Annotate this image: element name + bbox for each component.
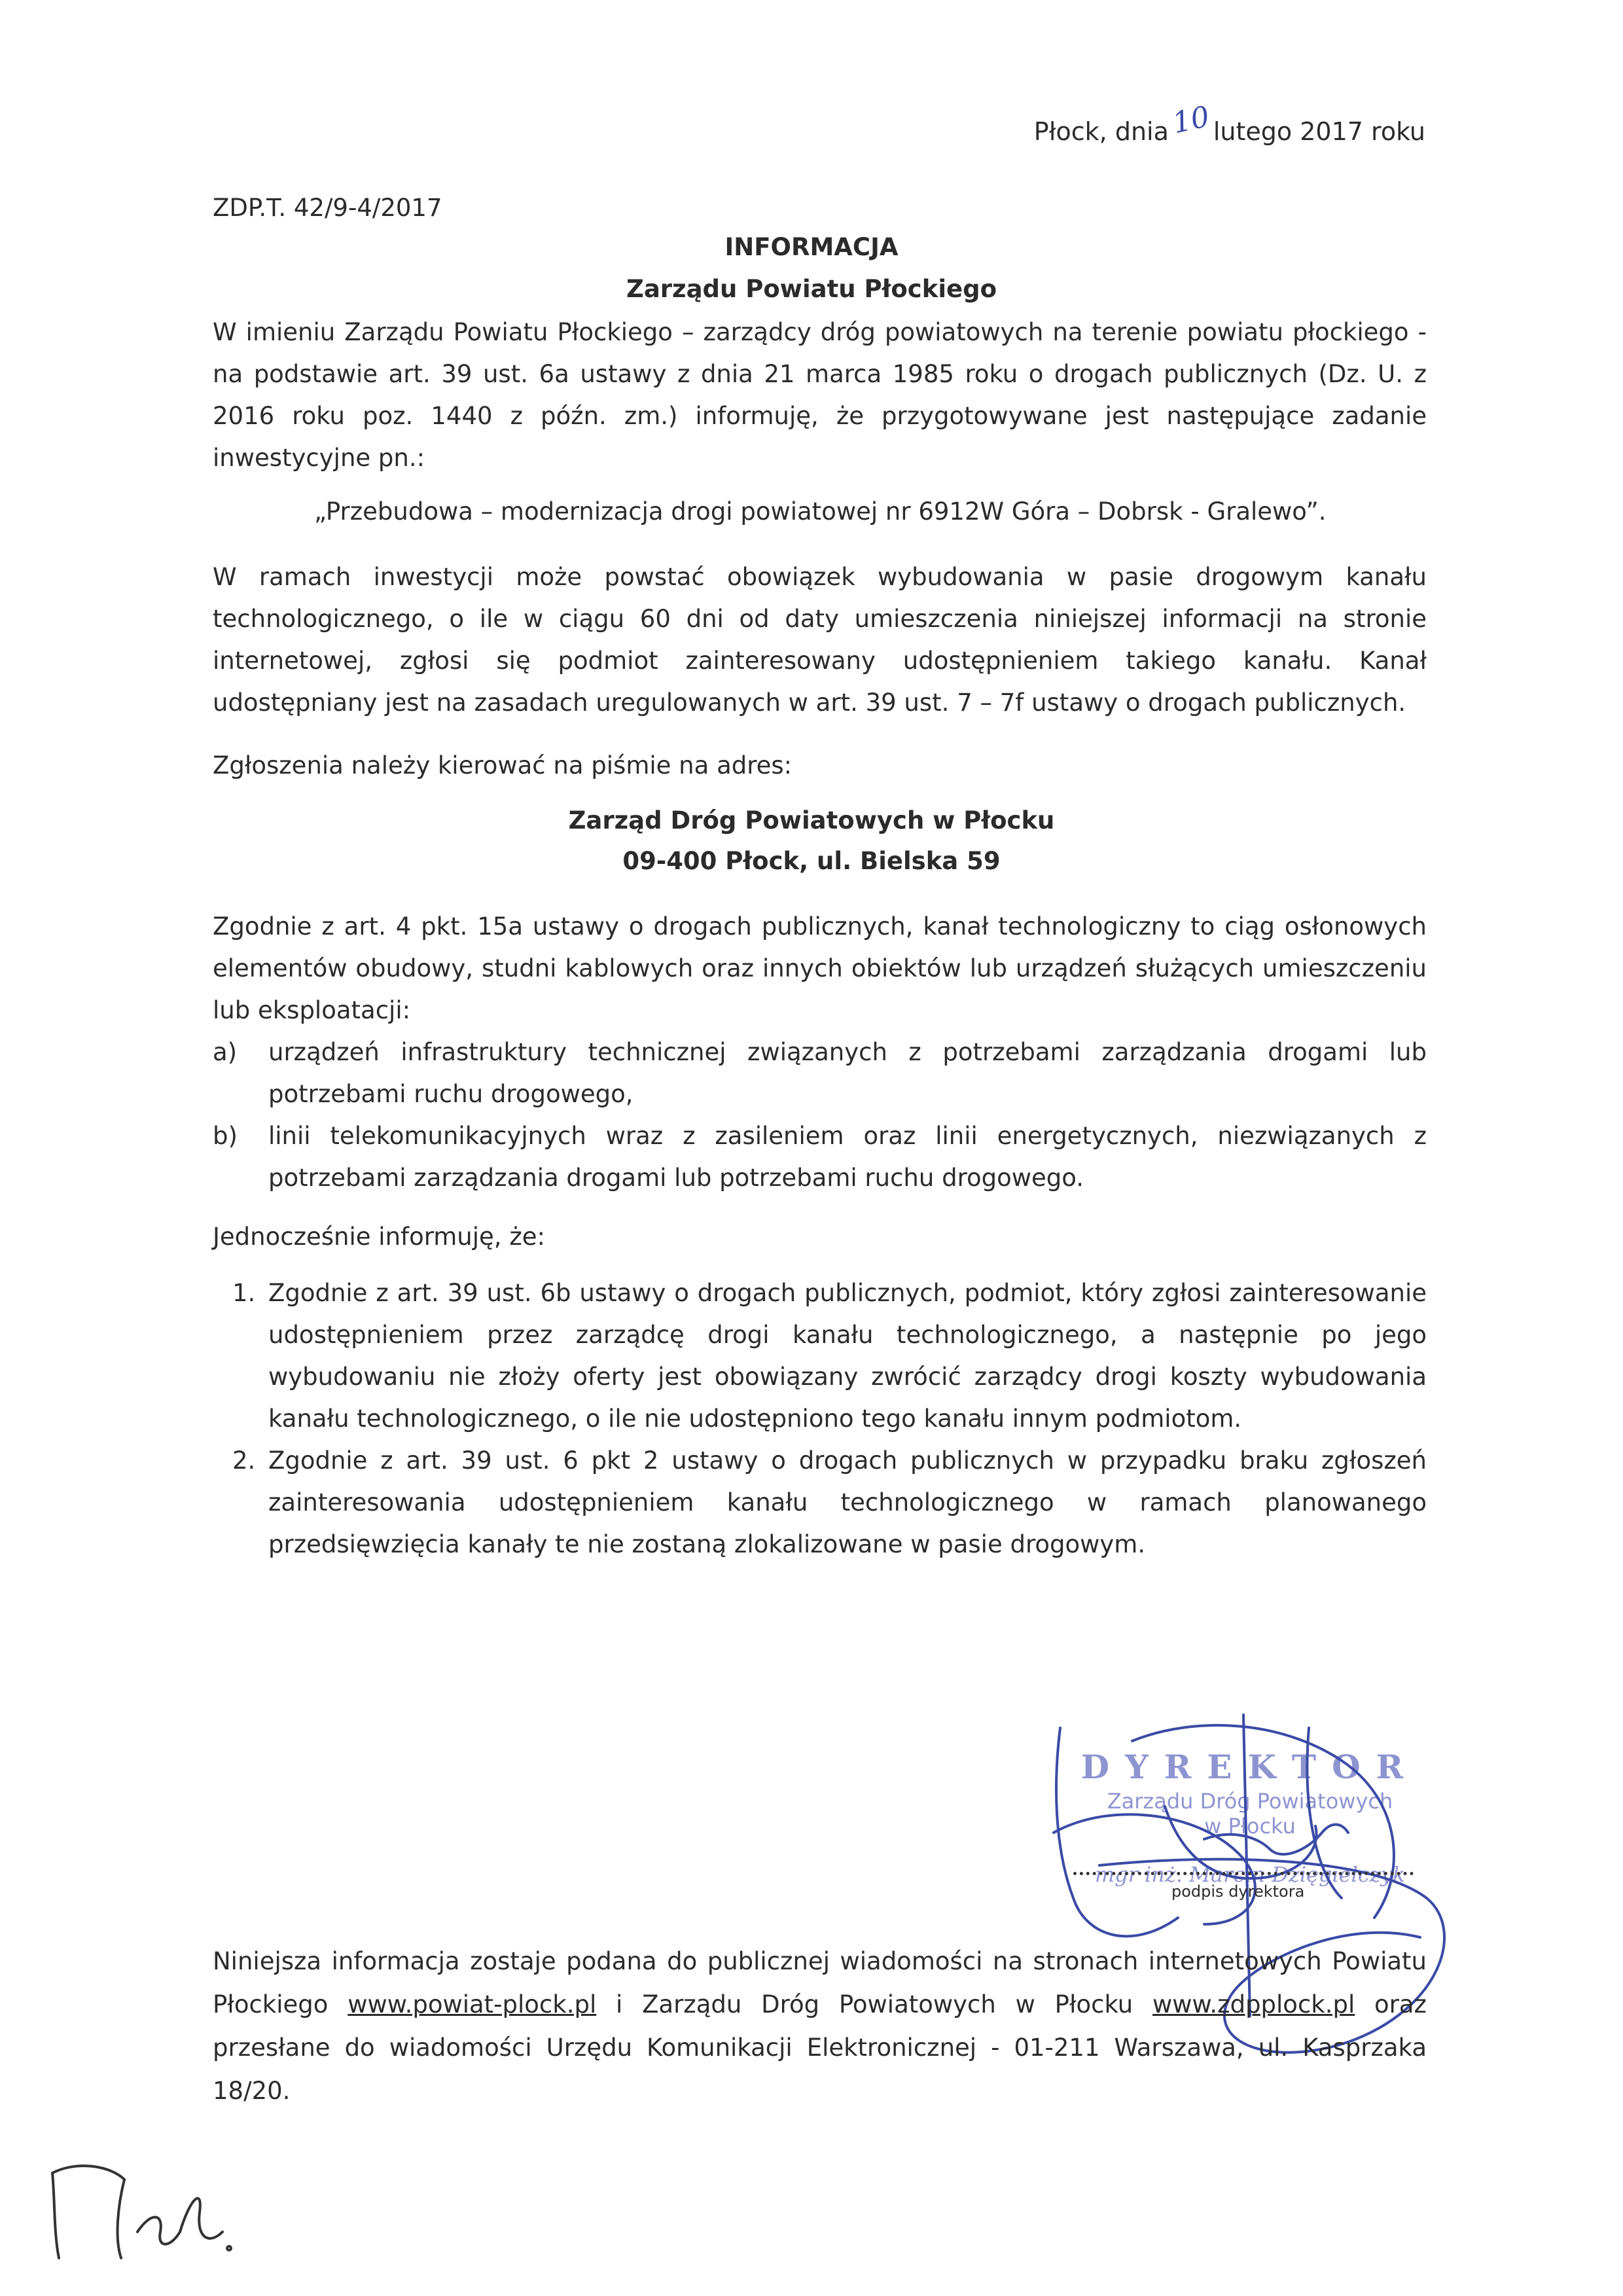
address-name: Zarząd Dróg Powiatowych w Płocku	[568, 806, 1055, 834]
stamp-name: mgr inż. Marcin Dzięgielczyk	[1094, 1862, 1406, 1887]
date-prefix: Płock, dnia	[1033, 117, 1169, 146]
definition-paragraph: Zgodnie z art. 4 pkt. 15a ustawy o drogach publicznych, kanał technologiczny to ciąg osłonowych elementów obudowy, studni kablowych oraz innych obiektów lub urządzeń służących umieszczeniu lub eksploatacji:	[213, 912, 1427, 1024]
investment-paragraph: W ramach inwestycji może powstać obowiązek wybudowania w pasie drogowym kanału technologicznego, o ile w ciągu 60 dni od daty umieszczenia niniejszej informacji na stronie internetowej, zgłosi się podmiot zainteresowany udostępnieniem takiego kanału. Kanał udostępniany jest na zasadach uregulowanych w art. 39 ust. 7 – 7f ustawy o drogach publicznych.	[213, 563, 1427, 717]
footer-text-1: Niniejsza informacja zostaje podana do publicznej wiadomości na stronach internetowych Powiatu Płockiego	[213, 1947, 1427, 2018]
list-item	[213, 1440, 1427, 1566]
publication-notice	[213, 1940, 1427, 2113]
handwritten-initials	[39, 2134, 236, 2265]
list-item-text: linii telekomunikacyjnych wraz z zasileniem oraz linii energetycznych, niezwiązanych z potrzebami zarządzania drogami lub potrzebami ruchu drogowego.	[268, 1122, 1427, 1192]
list-item	[213, 1115, 1427, 1199]
signature-caption: podpis dyrektora	[1171, 1882, 1305, 1901]
intro-paragraph: W imieniu Zarządu Powiatu Płockiego – zarządcy dróg powiatowych na terenie powiatu płockiego - na podstawie art. 39 ust. 6a ustawy z dnia 21 marca 1985 roku o drogach publicznych (Dz. U. z 2016 roku poz. 1440 z późn. zm.) informuję, że przygotowywane jest następujące zadanie inwestycyjne pn.:	[213, 318, 1427, 472]
submission-paragraph: Zgłoszenia należy kierować na piśmie na adres:	[213, 751, 793, 780]
handwritten-day: 10	[1169, 99, 1213, 141]
list-item-text: urządzeń infrastruktury technicznej związanych z potrzebami zarządzania drogami lub potrzebami ruchu drogowego,	[268, 1038, 1427, 1108]
list-item-text: Zgodnie z art. 39 ust. 6b ustawy o drogach publicznych, podmiot, który zgłosi zainteresowanie udostępnieniem przez zarządcę drogi kanału technologicznego, a następnie po jego wybudowaniu nie złoży oferty jest obowiązany zwrócić zarządcy drogi koszty wybudowania kanału technologicznego, o ile nie udostępniono tego kanału innym podmiotom.	[268, 1279, 1427, 1433]
zdp-link[interactable]: www.zdpplock.pl	[1152, 1990, 1355, 2018]
date-line	[1033, 99, 1425, 147]
list-marker: 2.	[232, 1446, 256, 1475]
alpha-list	[213, 1031, 1427, 1199]
list-marker: b)	[213, 1122, 238, 1150]
project-name: „Przebudowa – modernizacja drogi powiatowej nr 6912W Góra – Dobrsk - Gralewo”.	[314, 497, 1327, 526]
stamp-title: DYREKTOR	[1080, 1748, 1419, 1786]
list-item	[213, 1031, 1427, 1115]
notice-paragraph: Jednocześnie informuję, że:	[213, 1223, 545, 1251]
address-street: 09-400 Płock, ul. Bielska 59	[622, 847, 1001, 875]
list-item-text: Zgodnie z art. 39 ust. 6 pkt 2 ustawy o drogach publicznych w przypadku braku zgłoszeń zainteresowania udostępnieniem kanału technologicznego w ramach planowanego przedsięwzięcia kanały te nie zostaną zlokalizowane w pasie drogowym.	[268, 1446, 1427, 1558]
document-subtitle: Zarządu Powiatu Płockiego	[626, 275, 997, 303]
list-marker: 1.	[232, 1279, 256, 1307]
reference-number: ZDP.T. 42/9-4/2017	[213, 194, 442, 222]
numbered-list	[213, 1272, 1427, 1566]
footer-text-2: i Zarządu Dróg Powiatowych w Płocku	[596, 1990, 1152, 2018]
stamp-org: Zarządu Dróg Powiatowych	[1107, 1789, 1393, 1814]
powiat-link[interactable]: www.powiat-plock.pl	[348, 1990, 597, 2018]
document-title: INFORMACJA	[724, 233, 899, 261]
signature-line	[1073, 1872, 1414, 1875]
date-suffix: lutego 2017 roku	[1213, 117, 1425, 146]
stamp-city: w Płocku	[1204, 1814, 1296, 1839]
footer-text-3: oraz przesłane do wiadomości Urzędu Komunikacji Elektronicznej - 01-211 Warszawa, ul. Kasprzaka 18/20.	[213, 1990, 1427, 2105]
list-item	[213, 1272, 1427, 1440]
list-marker: a)	[213, 1038, 238, 1066]
